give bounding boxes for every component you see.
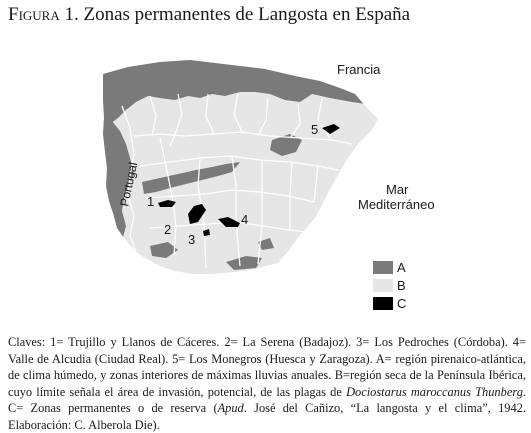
label-mediterraneo: Mediterráneo	[358, 197, 435, 212]
legend-swatch-a	[373, 261, 393, 274]
figure-number: Figura 1.	[8, 4, 79, 25]
iberia-map	[0, 36, 531, 326]
legend-swatch-b	[373, 279, 393, 292]
caption-part-1: Claves: 1= Trujillo y Llanos de Cáceres. 2= La Serena (Badajoz). 3= Los Pedroches (Córdoba). 4= Valle de Alcudia (Ciudad Real). 5= Los Monegros (Huesca y Zaragoza). A= región pirenaico-atlántica, de clima húmedo, y zonas interiores de máximas lluvias anuales. B=región seca de la Península Ibérica, cuyo límite señala el área de invasión, potencial, de las plagas de	[8, 335, 526, 399]
legend-swatch-c	[373, 297, 393, 310]
legend-label-c: C	[397, 296, 407, 311]
legend-label-a: A	[397, 260, 406, 275]
map-legend	[373, 260, 406, 311]
zone-label-4: 4	[241, 212, 249, 227]
zone-label-1: 1	[147, 194, 155, 209]
caption-apud: Apud	[217, 401, 244, 415]
label-portugal: Portugal	[117, 160, 141, 208]
caption-part-2: . C= Zonas permanentes o de reserva (	[8, 384, 526, 415]
label-francia: Francia	[337, 62, 381, 77]
zone-label-5: 5	[311, 122, 319, 137]
zone-label-2: 2	[164, 222, 172, 237]
figure-caption	[8, 334, 526, 433]
figure-title-text: Zonas permanentes de Langosta en España	[83, 4, 411, 25]
zone-label-3: 3	[188, 232, 196, 247]
caption-part-3: . José del Cañizo, “La langosta y el clima”, 1942. Elaboración: C. Alberola Die).	[8, 401, 526, 432]
legend-label-b: B	[397, 278, 406, 293]
caption-species: Dociostarus maroccanus Thunberg	[346, 384, 523, 399]
map-container	[0, 36, 531, 326]
label-mar: Mar	[386, 182, 409, 197]
figure-title	[8, 3, 410, 27]
